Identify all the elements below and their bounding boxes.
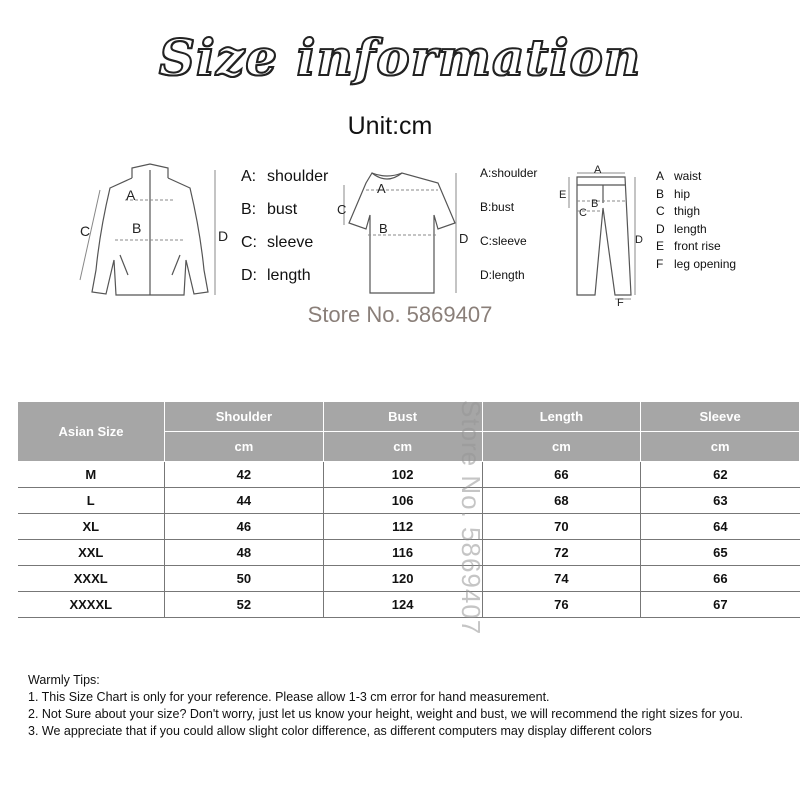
legend-row [656,203,736,221]
legend-label: bust [491,200,515,214]
pants-letter-a: A [594,164,602,176]
pants-letter-f: F [617,297,624,308]
jacket-letter-b: B [132,220,142,236]
header-length: Length [482,402,641,432]
legend-row [656,256,736,274]
value-cell: 72 [482,540,641,566]
legend-key: A: [480,166,492,180]
value-cell: 67 [641,592,800,618]
tip-item: 2. Not Sure about your size? Don't worry, just let us know your height, weight and bust, we will recommend the right sizes for you. [28,707,743,721]
header-bust: Bust [323,402,482,432]
legend-key: D: [480,268,492,282]
value-cell: 116 [323,540,482,566]
size-cell: XL [18,514,165,540]
pants-letter-d: D [635,234,643,246]
unit-cell: cm [482,432,641,462]
legend-key: C [656,204,665,218]
size-cell: XXXL [18,566,165,592]
size-cell: M [18,462,165,488]
size-table [17,401,800,618]
legend-key: B: [241,201,257,218]
legend-row [480,190,537,224]
legend-label: sleeve [267,234,314,251]
legend-key: D: [241,267,257,284]
jacket-letter-a: A [126,187,136,203]
legend-label: shoulder [267,168,329,185]
value-cell: 52 [165,592,324,618]
legend-label: shoulder [491,166,538,180]
header-asian-size: Asian Size [18,402,165,462]
tshirt-diagram [330,165,475,300]
value-cell: 112 [323,514,482,540]
legend-row [241,193,328,226]
value-cell: 62 [641,462,800,488]
legend-label: leg opening [674,256,737,271]
legend-row [656,238,736,256]
tshirt-letter-c: C [337,202,347,217]
size-cell: XXL [18,540,165,566]
legend-key: C: [241,234,257,251]
legend-label: length [492,268,525,282]
legend-key: C: [480,234,492,248]
value-cell: 124 [323,592,482,618]
tshirt-legend [480,156,537,292]
unit-label: Unit:cm [347,112,433,140]
table-row [18,462,800,488]
page-title: Size information [158,28,642,87]
tshirt-letter-a: A [377,181,386,196]
pants-letter-e: E [559,189,567,201]
store-number: Store No. 5869407 [307,302,493,327]
tip-item: 1. This Size Chart is only for your reference. Please allow 1-3 cm error for hand measurement. [28,690,550,704]
legend-row [480,258,537,292]
value-cell: 66 [482,462,641,488]
tip-item: 3. We appreciate that if you could allow slight color difference, as different computers may display different colors [28,724,652,738]
store-watermark: Store No. 5869407 [456,400,486,636]
unit-cell: cm [641,432,800,462]
value-cell: 48 [165,540,324,566]
jacket-letter-c: C [80,223,91,239]
unit-cell: cm [323,432,482,462]
size-cell: L [18,488,165,514]
tips-section [28,672,743,740]
legend-key: F [656,256,664,271]
value-cell: 106 [323,488,482,514]
value-cell: 120 [323,566,482,592]
value-cell: 66 [641,566,800,592]
value-cell: 68 [482,488,641,514]
value-cell: 42 [165,462,324,488]
legend-row [241,259,328,292]
header-shoulder: Shoulder [165,402,324,432]
legend-label: sleeve [492,234,527,248]
pants-letter-b: B [591,198,599,210]
table-row [18,592,800,618]
tips-heading: Warmly Tips: [28,673,100,687]
legend-row [241,226,328,259]
value-cell: 46 [165,514,324,540]
legend-key: A [656,169,665,183]
legend-label: length [267,267,311,284]
legend-row [656,221,736,239]
value-cell: 64 [641,514,800,540]
legend-row [656,168,736,186]
table-header-row [18,402,800,432]
jacket-diagram [70,160,240,305]
legend-key: B [656,186,665,201]
legend-label: waist [674,169,702,183]
table-row [18,488,800,514]
legend-key: A: [241,168,257,185]
value-cell: 63 [641,488,800,514]
legend-row [241,160,328,193]
value-cell: 44 [165,488,324,514]
legend-label: bust [267,201,298,218]
pants-letter-c: C [579,207,587,219]
value-cell: 76 [482,592,641,618]
legend-key: D [656,221,665,236]
size-cell: XXXXL [18,592,165,618]
table-row [18,514,800,540]
jacket-letter-d: D [218,228,229,244]
legend-row [656,186,736,204]
table-row [18,566,800,592]
table-row [18,540,800,566]
legend-label: thigh [674,204,701,218]
value-cell: 50 [165,566,324,592]
legend-label: length [674,221,707,236]
header-sleeve: Sleeve [641,402,800,432]
legend-label: hip [674,186,691,201]
legend-key: B: [480,200,492,214]
value-cell: 65 [641,540,800,566]
tshirt-letter-d: D [459,231,469,246]
legend-row [480,224,537,258]
unit-cell: cm [165,432,324,462]
value-cell: 70 [482,514,641,540]
value-cell: 74 [482,566,641,592]
pants-diagram [555,163,650,308]
tshirt-letter-b: B [379,221,388,236]
legend-row [480,156,537,190]
jacket-legend [241,160,328,292]
pants-legend [656,168,736,273]
value-cell: 102 [323,462,482,488]
legend-label: front rise [674,239,721,253]
legend-key: E [656,239,665,253]
